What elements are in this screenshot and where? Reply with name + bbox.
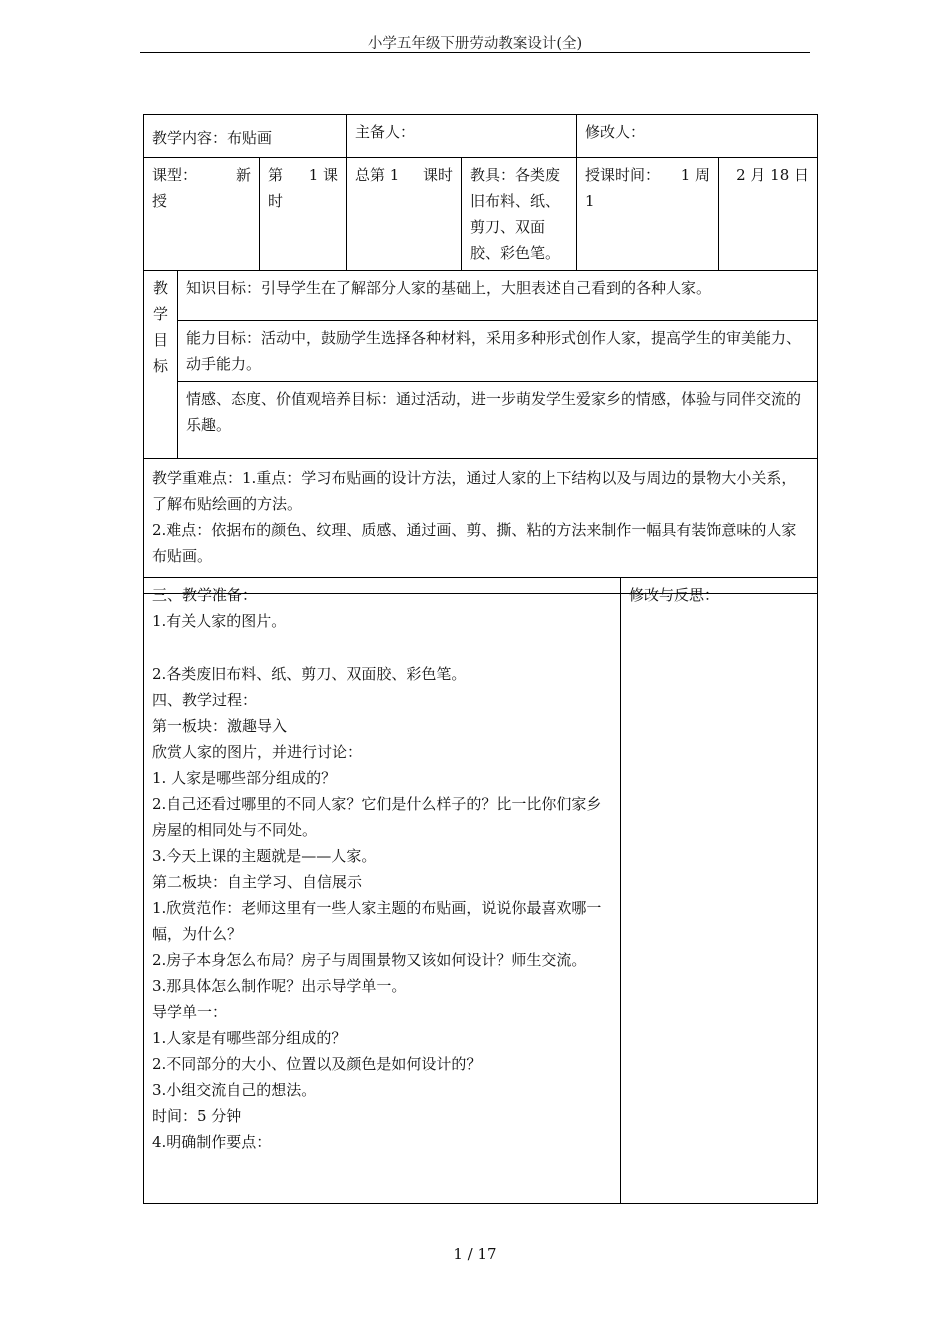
process-line: 1. 人家是哪些部分组成的？ — [152, 769, 337, 787]
key-points-line-2: 2.难点：依据布的颜色、纹理、质感、通过画、剪、撕、粘的方法来制作一幅具有装饰意味的人家布贴画。 — [152, 521, 797, 565]
lesson-number-c: 时 — [268, 192, 284, 210]
process-line: 2.自己还看过哪里的不同人家？它们是什么样子的？比一比你们家乡房屋的相同处与不同处。 — [152, 795, 602, 839]
class-time-label: 授课时间： — [585, 166, 661, 184]
course-type-value-2: 授 — [152, 192, 168, 210]
total-lessons-a: 总第 1 — [355, 166, 400, 184]
teaching-process-table — [143, 577, 818, 1204]
process-line: 第二板块：自主学习、自信展示 — [152, 873, 363, 891]
process-line: 1.人家是有哪些部分组成的？ — [152, 1029, 347, 1047]
knowledge-objective: 知识目标：引导学生在了解部分人家的基础上，大胆表述自己看到的各种人家。 — [186, 279, 712, 297]
date-cell — [719, 158, 818, 271]
class-time-period: 1 — [585, 192, 595, 210]
preparer-cell — [347, 115, 577, 158]
page-number: 1 / 17 — [453, 1245, 497, 1263]
class-time-week: 1 周 — [680, 166, 711, 184]
process-line: 2.不同部分的大小、位置以及颜色是如何设计的？ — [152, 1055, 482, 1073]
lesson-number-cell — [260, 158, 347, 271]
total-lessons-cell — [347, 158, 462, 271]
ability-objective: 能力目标：活动中，鼓励学生选择各种材料，采用多种形式创作人家，提高学生的审美能力、动手能力。 — [186, 329, 802, 373]
lesson-number-b: 1 课 — [308, 166, 338, 184]
process-line: 4.明确制作要点： — [152, 1133, 272, 1151]
process-line: 3.今天上课的主题就是——人家。 — [152, 847, 377, 865]
content-label: 教学内容：布贴画 — [152, 129, 273, 147]
reflection-label: 修改与反思： — [629, 586, 720, 604]
lesson-number-a: 第 — [268, 166, 284, 184]
process-line: 三、教学准备： — [152, 586, 258, 604]
process-line: 3.那具体怎么制作呢？出示导学单一。 — [152, 977, 407, 995]
class-time-cell — [577, 158, 719, 271]
process-line — [152, 634, 612, 661]
process-line: 欣赏人家的图片，并进行讨论： — [152, 743, 363, 761]
tools-cell — [462, 158, 577, 271]
process-line: 1.有关人家的图片。 — [152, 612, 287, 630]
tools-text: 教具：各类废旧布料、纸、剪刀、双面胶、彩色笔。 — [470, 166, 561, 262]
teaching-process-cell — [144, 578, 621, 1204]
process-line: 第一板块：激趣导入 — [152, 717, 288, 735]
course-type-value: 新 — [235, 166, 251, 184]
process-line: 2.房子本身怎么布局？房子与周围景物又该如何设计？师生交流。 — [152, 951, 587, 969]
process-line: 2.各类废旧布料、纸、剪刀、双面胶、彩色笔。 — [152, 665, 467, 683]
course-type-label: 课型： — [152, 166, 198, 184]
objectives-label-cell — [144, 271, 178, 459]
process-line: 四、教学过程： — [152, 691, 258, 709]
emotion-objective-cell — [178, 382, 818, 459]
process-line: 时间：5 分钟 — [152, 1107, 242, 1125]
knowledge-objective-cell — [178, 271, 818, 321]
process-line: 导学单一： — [152, 1003, 228, 1021]
objectives-label: 教学目标 — [152, 279, 168, 375]
reviser-label: 修改人： — [585, 123, 646, 141]
key-points-line-1: 教学重难点：1.重点：学习布贴画的设计方法，通过人家的上下结构以及与周边的景物大小关系，了解布贴绘画的方法。 — [152, 469, 797, 513]
process-line: 3.小组交流自己的想法。 — [152, 1081, 317, 1099]
reflection-cell — [621, 578, 818, 1204]
page-header: 小学五年级下册劳动教案设计(全) — [367, 36, 583, 52]
lesson-info-table — [143, 114, 818, 594]
emotion-objective: 情感、态度、价值观培养目标：通过活动，进一步萌发学生爱家乡的情感，体验与同伴交流的乐趣。 — [186, 390, 802, 434]
preparer-label: 主备人： — [355, 123, 416, 141]
total-lessons-b: 课时 — [422, 166, 453, 184]
reviser-cell — [577, 115, 818, 158]
key-points-cell — [144, 459, 818, 594]
process-line: 1.欣赏范作：老师这里有一些人家主题的布贴画，说说你最喜欢哪一幅，为什么？ — [152, 899, 602, 943]
content-cell — [144, 115, 347, 158]
ability-objective-cell — [178, 321, 818, 382]
course-type-cell — [144, 158, 260, 271]
date-text: 2 月 18 日 — [736, 166, 810, 184]
header-divider — [140, 52, 810, 53]
